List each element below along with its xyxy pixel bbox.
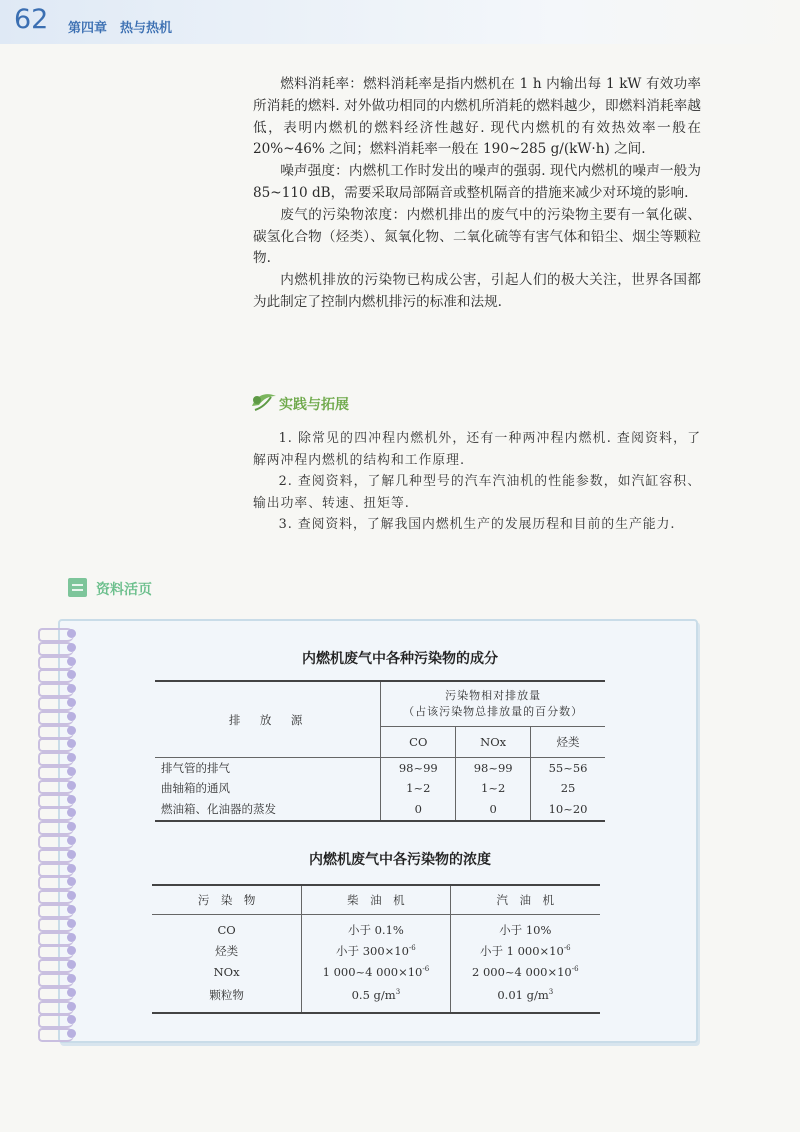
binding-hole xyxy=(67,781,76,790)
practice-item: 1. 除常见的四冲程内燃机外，还有一种两冲程内燃机. 查阅资料，了解两冲程内燃机的结构和工作原理. xyxy=(253,431,701,468)
binding-hole xyxy=(67,726,76,735)
table2-gasoline xyxy=(450,961,600,982)
table-row xyxy=(152,982,600,1013)
body-text xyxy=(253,74,701,314)
spiral-binding xyxy=(38,622,74,1042)
binding-hole xyxy=(67,933,76,942)
table2-diesel xyxy=(302,940,450,961)
value-exponent: 3 xyxy=(548,988,554,997)
table2-diesel xyxy=(302,982,450,1013)
practice-section-header xyxy=(249,388,449,418)
table1-group-header xyxy=(381,681,605,727)
value-text: 小于 1 000×10 xyxy=(479,943,564,958)
notebook-icon xyxy=(68,578,87,597)
value-text: 小于 300×10 xyxy=(336,943,409,958)
table2-col-diesel: 柴 油 机 xyxy=(302,885,450,915)
pollutant-concentration-table xyxy=(152,884,600,1014)
value-exponent: 3 xyxy=(395,988,401,997)
value-text: 2 000~4 000×10 xyxy=(472,964,572,979)
table1-cell: 98~99 xyxy=(381,758,456,779)
paragraph-noise: 噪声强度：内燃机工作时发出的噪声的强弱. 现代内燃机的噪声一般为 85~110 dB，需要采取局部隔音或整机隔音的措施来减少对环境的影响. xyxy=(253,163,701,201)
table2-pollutant: CO xyxy=(152,915,302,941)
value-text: 0.01 g/m xyxy=(497,988,549,1002)
table1-group-header-line2: （占该污染物总排放量的百分数） xyxy=(403,705,584,718)
value-exponent: -6 xyxy=(408,943,416,952)
chapter-title: 第四章 热与热机 xyxy=(68,21,173,36)
table1-cell: 0 xyxy=(456,798,531,821)
binding-hole xyxy=(67,629,76,638)
practice-item: 2. 查阅资料，了解几种型号的汽车汽油机的性能参数，如汽缸容积、输出功率、转速、扭矩等. xyxy=(253,474,701,511)
practice-list xyxy=(253,428,701,536)
table2-pollutant: NOx xyxy=(152,961,302,982)
paragraph-fuel-consumption: 燃料消耗率：燃料消耗率是指内燃机在 1 h 内输出每 1 kW 有效功率所消耗的燃料. 对外做功相同的内燃机所消耗的燃料越少，即燃料消耗率越低，表明内燃机的燃料经济性越好. 现代内燃机的有效热效率一般在 20%~46% 之间；燃料消耗率一般在 190~285 g/(kW·h) 之间. xyxy=(253,76,701,158)
value-exponent: -6 xyxy=(422,964,430,973)
table1-cell: 98~99 xyxy=(456,758,531,779)
binding-hole xyxy=(67,712,76,721)
practice-item: 3. 查阅资料，了解我国内燃机生产的发展历程和目前的生产能力. xyxy=(278,517,676,532)
table1-col-nox: NOx xyxy=(456,727,531,758)
table1-title: 内燃机废气中各种污染物的成分 xyxy=(302,651,498,667)
table1-col-hydrocarbon: 烃类 xyxy=(531,727,605,758)
value-text: 0.5 g/m xyxy=(351,988,396,1002)
table1-cell: 0 xyxy=(381,798,456,821)
binding-hole xyxy=(67,836,76,845)
table-row xyxy=(155,798,605,821)
table2-col-pollutant: 污 染 物 xyxy=(152,885,302,915)
table1-source: 曲轴箱的通风 xyxy=(155,778,381,798)
table1-source: 排气管的排气 xyxy=(155,758,381,779)
binding-hole xyxy=(67,905,76,914)
table2-gasoline: 小于 10% xyxy=(499,922,552,937)
table1-cell: 1~2 xyxy=(456,778,531,798)
table-row xyxy=(155,758,605,779)
paragraph-regulation: 内燃机排放的污染物已构成公害，引起人们的极大关注，世界各国都为此制定了控制内燃机排污的标准和法规. xyxy=(253,272,701,310)
value-exponent: -6 xyxy=(571,964,579,973)
reference-title: 资料活页 xyxy=(96,582,152,598)
table1-group-header-line1: 污染物相对排放量 xyxy=(445,689,542,702)
value-exponent: -6 xyxy=(563,943,571,952)
table2-gasoline xyxy=(450,982,600,1013)
binding-hole xyxy=(67,698,76,707)
value-text: 1 000~4 000×10 xyxy=(322,964,423,979)
table2-gasoline xyxy=(450,940,600,961)
page-header xyxy=(0,0,800,44)
table-row xyxy=(155,778,605,798)
binding-hole xyxy=(67,919,76,928)
table2-diesel: 小于 0.1% xyxy=(302,915,450,941)
table1-cell: 1~2 xyxy=(381,778,456,798)
table2-diesel xyxy=(302,961,450,982)
binding-hole xyxy=(67,795,76,804)
binding-hole xyxy=(67,988,76,997)
table1-cell: 25 xyxy=(560,781,576,795)
paragraph-exhaust: 废气的污染物浓度：内燃机排出的废气中的污染物主要有一氧化碳、碳氢化合物（烃类）、氮氧化物、二氧化硫等有害气体和铅尘、烟尘等颗粒物. xyxy=(253,206,701,267)
table2-pollutant: 烃类 xyxy=(152,940,302,961)
table1-cell: 55~56 xyxy=(548,761,588,775)
table1-cell: 10~20 xyxy=(548,802,588,816)
table-row xyxy=(152,961,600,982)
practice-icon xyxy=(249,388,279,414)
table-row xyxy=(152,915,600,941)
practice-title: 实践与拓展 xyxy=(279,397,349,413)
table1-source-header: 排 放 源 xyxy=(155,681,381,758)
table2-col-gasoline: 汽 油 机 xyxy=(450,885,600,915)
table-row xyxy=(152,940,600,961)
table1-col-co: CO xyxy=(381,727,456,758)
table1-source: 燃油箱、化油器的蒸发 xyxy=(155,798,381,821)
pollutant-composition-table xyxy=(155,680,605,822)
binding-hole xyxy=(67,767,76,776)
table2-pollutant: 颗粒物 xyxy=(152,982,302,1013)
page-number: 62 xyxy=(14,4,49,35)
binding-hole xyxy=(67,974,76,983)
table2-title: 内燃机废气中各污染物的浓度 xyxy=(309,852,491,868)
binding-hole xyxy=(67,1002,76,1011)
